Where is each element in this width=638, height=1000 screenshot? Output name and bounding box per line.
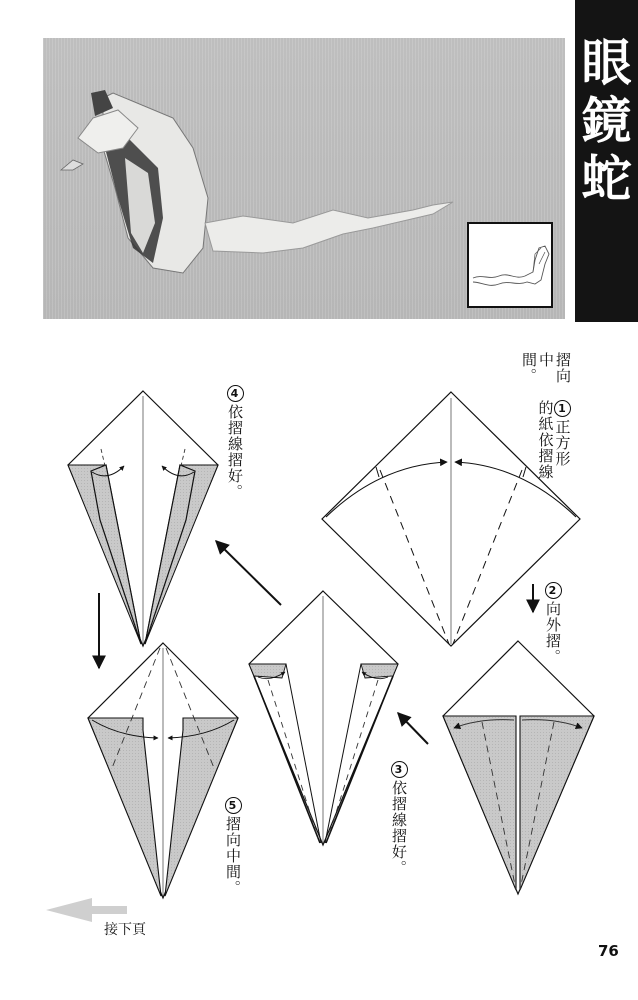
step-3-number: 3 <box>391 761 408 778</box>
step-5-diagram <box>88 643 238 898</box>
title-char: 蛇 <box>581 150 632 208</box>
step-3-caption: 3依摺線摺好。 <box>390 763 408 876</box>
title-char: 眼 <box>581 34 632 92</box>
title-char: 鏡 <box>581 92 632 150</box>
page-number: 76 <box>598 942 619 960</box>
step-1-number: 1 <box>554 400 571 417</box>
next-page-label: 接下頁 <box>104 922 146 938</box>
step-4-caption: 4依摺線摺好。 <box>226 387 244 500</box>
step-5-number: 5 <box>225 797 242 814</box>
step-4-diagram <box>68 391 218 646</box>
step-2-diagram <box>443 641 594 894</box>
step-2-number: 2 <box>545 582 562 599</box>
step-2-caption: 2向外摺。 <box>544 584 562 665</box>
arrow-to-step-3 <box>398 713 428 744</box>
step-4-number: 4 <box>227 385 244 402</box>
step-3-diagram <box>249 591 398 845</box>
step-1-caption: 1正方形的紙依摺線 摺向中間。 <box>520 352 572 481</box>
step-5-caption: 5摺向中間。 <box>224 799 242 896</box>
arrow-to-step-4 <box>216 541 281 605</box>
